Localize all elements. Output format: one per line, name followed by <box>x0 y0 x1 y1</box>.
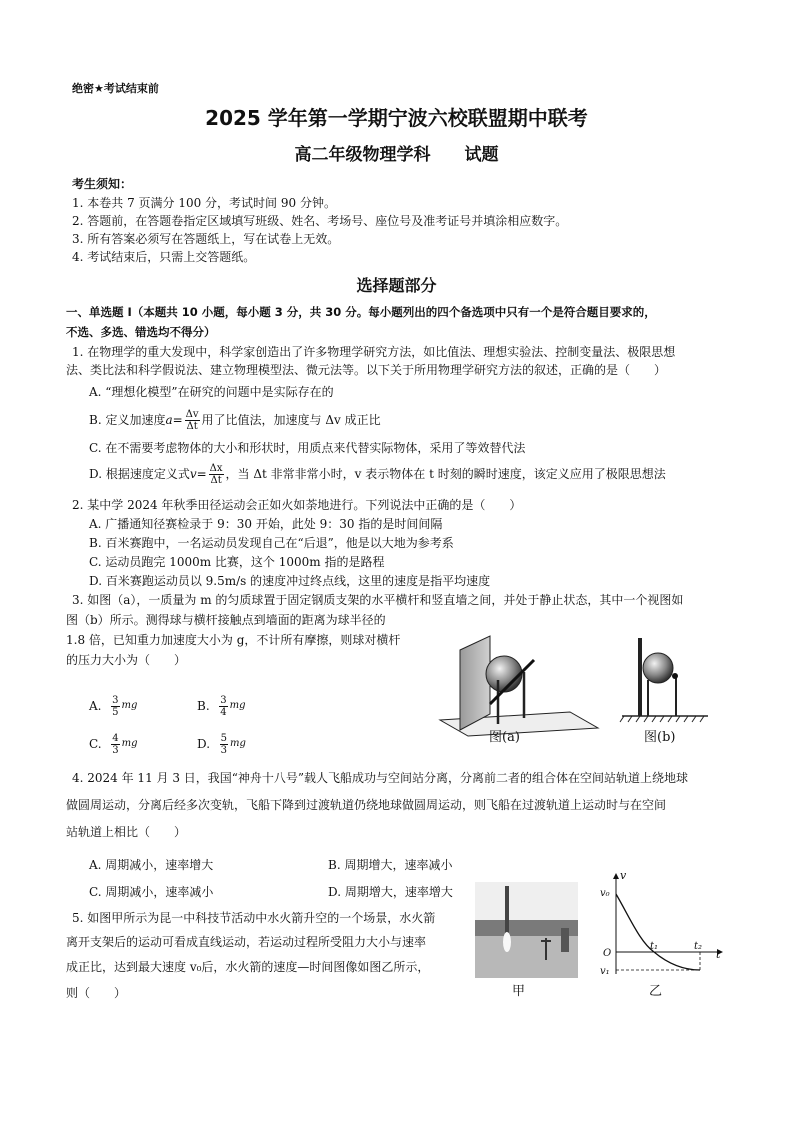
q4-option-c: C. 周期减小，速率减小 <box>89 885 214 899</box>
q1-d-post: ，当 Δt 非常非常小时，v 表示物体在 t 时刻的瞬时速度，该定义应用了极限思想法 <box>225 467 666 481</box>
q1-option-a: A. “理想化模型”在研究的问题中是实际存在的 <box>89 385 334 399</box>
q1-d-den: Δt <box>210 474 222 486</box>
q3-option-c <box>89 730 137 758</box>
q3-d-unit: mg <box>230 738 246 749</box>
q5-stem-cont: 离开支架后的运动可看成直线运动，若运动过程所受阻力大小与速率 <box>66 935 427 949</box>
section-title: 选择题部分 <box>356 276 437 295</box>
q4-option-d: D. 周期增大，速率增大 <box>328 885 453 899</box>
q3-b-num: 3 <box>220 694 227 706</box>
q1-option-c: C. 在不需要考虑物体的大小和形状时，用质点来代替实际物体，采用了等效替代法 <box>89 441 526 455</box>
figure-b-caption: 图(b) <box>644 730 676 745</box>
q3-c-label: C. <box>89 737 102 751</box>
q5-stem-cont: 则（ ） <box>66 986 127 1000</box>
q3-d-den: 3 <box>220 744 228 756</box>
q5-stem: 5. 如图甲所示为昆一中科技节活动中水火箭升空的一个场景，水火箭 <box>72 911 436 925</box>
q1-d-var: v <box>189 467 197 481</box>
q3-option-a <box>89 692 137 720</box>
q1-option-b <box>89 406 381 434</box>
q1-stem: 1. 在物理学的重大发现中，科学家创造出了许多物理学研究方法，如比值法、理想实验法、控制变量法、极限思想 <box>72 345 676 359</box>
q4-stem-cont: 站轨道上相比（ ） <box>66 825 187 839</box>
q4-stem-cont: 做圆周运动，分离后经多次变轨，飞船下降到过渡轨道仍绕地球做圆周运动，则飞船在过渡轨道上运动时与在空间 <box>66 798 667 812</box>
q1-b-num: Δv <box>185 408 199 420</box>
q3-stem-cont: 图（b）所示。测得球与横杆接触点到墙面的距离为球半径的 <box>66 613 386 627</box>
q1-b-pre: B. 定义加速度 <box>89 413 166 427</box>
exam-subtitle: 高二年级物理学科 试题 <box>294 145 499 165</box>
q3-b-fraction <box>219 695 227 718</box>
q3-c-unit: mg <box>121 738 138 749</box>
q3-a-fraction <box>111 695 119 718</box>
notice-item: 2. 答题前，在答题卷指定区域填写班级、姓名、考场号、座位号及准考证号并填涂相应数字。 <box>72 214 568 228</box>
q2-option-b: B. 百米赛跑中，一名运动员发现自己在“后退”，他是以大地为参考系 <box>89 536 454 550</box>
q3-c-fraction <box>111 733 119 756</box>
q3-stem-cont: 1.8 倍，已知重力加速度大小为 g，不计所有摩擦，则球对横杆 <box>66 633 401 647</box>
part1-instructions-cont: 不选、多选、错选均不得分） <box>66 325 216 339</box>
q3-stem-cont: 的压力大小为（ ） <box>66 653 187 667</box>
q1-b-fraction <box>185 409 200 432</box>
q3-c-den: 3 <box>112 744 119 756</box>
q1-b-post: 用了比值法，加速度与 Δv 成正比 <box>201 413 381 427</box>
notice-item: 4. 考试结束后，只需上交答题纸。 <box>72 250 256 264</box>
figure-b-side-view <box>618 636 712 726</box>
part1-instructions: 一、单选题 I（本题共 10 小题，每小题 3 分，共 30 分。每小题列出的四个备选项中只有一个是符合题目要求的， <box>66 305 656 319</box>
q3-c-num: 4 <box>112 732 119 744</box>
q1-d-pre: D. 根据速度定义式 <box>89 467 190 481</box>
q1-option-d <box>89 460 666 488</box>
graph-origin-label: O <box>603 948 612 959</box>
q3-b-den: 4 <box>220 706 227 718</box>
figure-a-caption: 图(a) <box>489 730 520 745</box>
graph-t1-label: t₁ <box>650 941 659 952</box>
q4-option-b: B. 周期增大，速率减小 <box>328 858 453 872</box>
q3-d-num: 5 <box>220 732 228 744</box>
q3-d-label: D. <box>197 737 211 751</box>
q3-a-label: A. <box>89 699 102 713</box>
graph-t-axis-label: t <box>716 948 721 961</box>
q1-d-num: Δx <box>209 462 223 474</box>
q3-stem: 3. 如图（a），一质量为 m 的匀质球置于固定钢质支架的水平横杆和竖直墙之间，并处于静止状态，其中一个视图如 <box>72 593 684 607</box>
q1-b-den: Δt <box>186 420 198 432</box>
q1-b-var: a <box>165 413 173 427</box>
notice-item: 3. 所有答案必须写在答题纸上，写在试卷上无效。 <box>72 232 340 246</box>
q2-stem: 2. 某中学 2024 年秋季田径运动会正如火如荼地进行。下列说法中正确的是（ ） <box>72 498 522 512</box>
graph-caption-yi: 乙 <box>649 984 663 999</box>
q4-stem: 4. 2024 年 11 月 3 日，我国“神舟十八号”载人飞船成功与空间站分离，分离前二者的组合体在空间站轨道上绕地球 <box>72 771 689 785</box>
notice-heading: 考生须知： <box>72 177 133 191</box>
photo-caption-jia: 甲 <box>512 984 526 999</box>
graph-v-axis-label: v <box>620 869 627 882</box>
q2-option-c: C. 运动员跑完 1000m 比赛，这个 1000m 指的是路程 <box>89 555 385 569</box>
notice-item: 1. 本卷共 7 页满分 100 分，考试时间 90 分钟。 <box>72 196 336 210</box>
velocity-time-graph <box>596 870 726 982</box>
q3-option-d <box>197 730 246 758</box>
graph-t2-label: t₂ <box>694 941 703 952</box>
q3-a-unit: mg <box>121 700 138 711</box>
rocket-launch-photo <box>475 882 578 978</box>
graph-v1-label: v₁ <box>600 966 610 977</box>
q3-b-unit: mg <box>229 700 246 711</box>
exam-title: 2025 学年第一学期宁波六校联盟期中联考 <box>205 106 588 130</box>
q3-option-b <box>197 692 246 720</box>
q2-option-d: D. 百米赛跑运动员以 9.5m/s 的速度冲过终点线，这里的速度是指平均速度 <box>89 574 491 588</box>
q1-stem-cont: 法、类比法和科学假说法、建立物理模型法、微元法等。以下关于所用物理学研究方法的叙述，正确的是（ ） <box>66 363 667 377</box>
q4-option-a: A. 周期减小，速率增大 <box>89 858 214 872</box>
q3-a-num: 3 <box>112 694 119 706</box>
q1-b-eq: = <box>172 413 183 427</box>
q3-b-label: B. <box>197 699 210 713</box>
q1-d-fraction <box>209 463 224 486</box>
q2-option-a: A. 广播通知径赛检录于 9：30 开始，此处 9：30 指的是时间间隔 <box>89 517 443 531</box>
q3-a-den: 5 <box>112 706 119 718</box>
q3-d-fraction <box>220 733 228 756</box>
q1-d-eq: = <box>196 467 207 481</box>
q5-stem-cont: 成正比，达到最大速度 v₀后，水火箭的速度—时间图像如图乙所示， <box>66 960 430 974</box>
graph-v0-label: v₀ <box>600 888 610 899</box>
secret-mark: 绝密★考试结束前 <box>72 82 159 95</box>
